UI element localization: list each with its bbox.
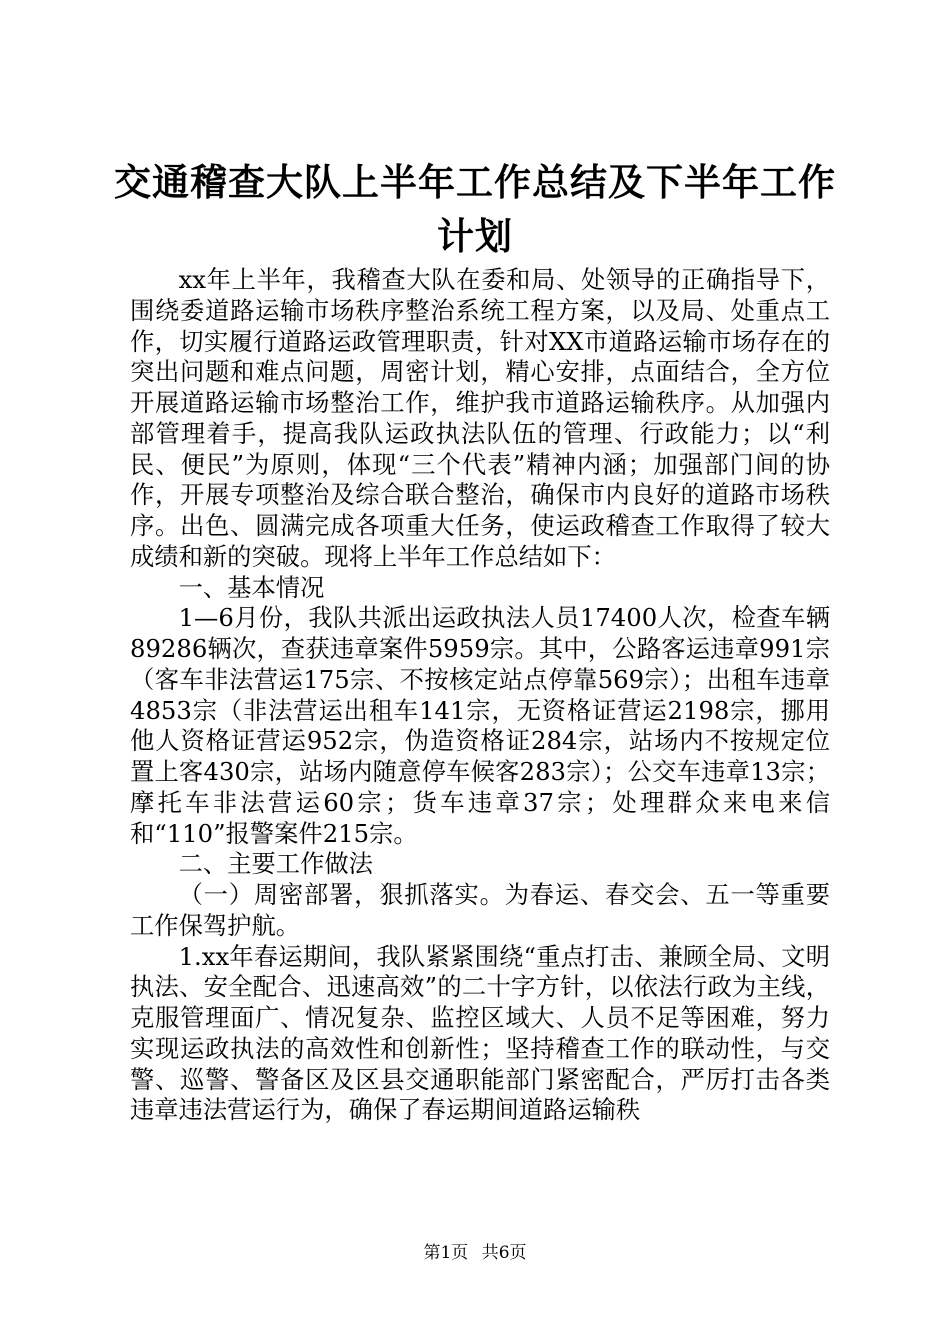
page-footer	[0, 1241, 950, 1265]
section-heading-methods: 二、主要工作做法	[178, 849, 373, 879]
document-title: 交通稽查大队上半年工作总结及下半年工作计划	[114, 161, 836, 258]
subsection-heading-1: （一）周密部署，狠抓落实。为春运、春交会、五一等重要工作保驾护航。	[130, 880, 830, 940]
page-total: 共6页	[481, 1243, 527, 1263]
document-body	[130, 265, 830, 1126]
page-number: 第1页	[423, 1243, 469, 1263]
section-heading-basic: 一、基本情况	[178, 572, 325, 602]
paragraph-spring-transport: 1.xx年春运期间，我队紧紧围绕“重点打击、兼顾全局、文明执法、安全配合、迅速高效”的二十字方针，以依法行政为主线，克服管理面广、情况复杂、监控区域大、人员不足等困难，努力实现运政执法的高效性和创新性；坚持稽查工作的联动性，与交警、巡警、警备区及区县交通职能部门紧密配合，严厉打击各类违章违法营运行为，确保了春运期间道路运输秩	[130, 941, 830, 1125]
paragraph-basic-stats: 1—6月份，我队共派出运政执法人员17400人次，检查车辆89286辆次，查获违章案件5959宗。其中，公路客运违章991宗（客车非法营运175宗、不按核定站点停靠569宗）；出租车违章4853宗（非法营运出租车141宗，无资格证营运2198宗，挪用他人资格证营运952宗，伪造资格证284宗，站场内不按规定位置上客430宗，站场内随意停车候客283宗）；公交车违章13宗；摩托车非法营运60宗；货车违章37宗；处理群众来电来信和“110”报警案件215宗。	[130, 603, 830, 848]
paragraph-intro: xx年上半年，我稽查大队在委和局、处领导的正确指导下，围绕委道路运输市场秩序整治系统工程方案，以及局、处重点工作，切实履行道路运政管理职责，针对XX市道路运输市场存在的突出问题和难点问题，周密计划，精心安排，点面结合，全方位开展道路运输市场整治工作，维护我市道路运输秩序。从加强内部管理着手，提高我队运政执法队伍的管理、行政能力；以“利民、便民”为原则，体现“三个代表”精神内涵；加强部门间的协作，开展专项整治及综合联合整治，确保市内良好的道路市场秩序。出色、圆满完成各项重大任务，使运政稽查工作取得了较大成绩和新的突破。现将上半年工作总结如下：	[130, 265, 830, 571]
